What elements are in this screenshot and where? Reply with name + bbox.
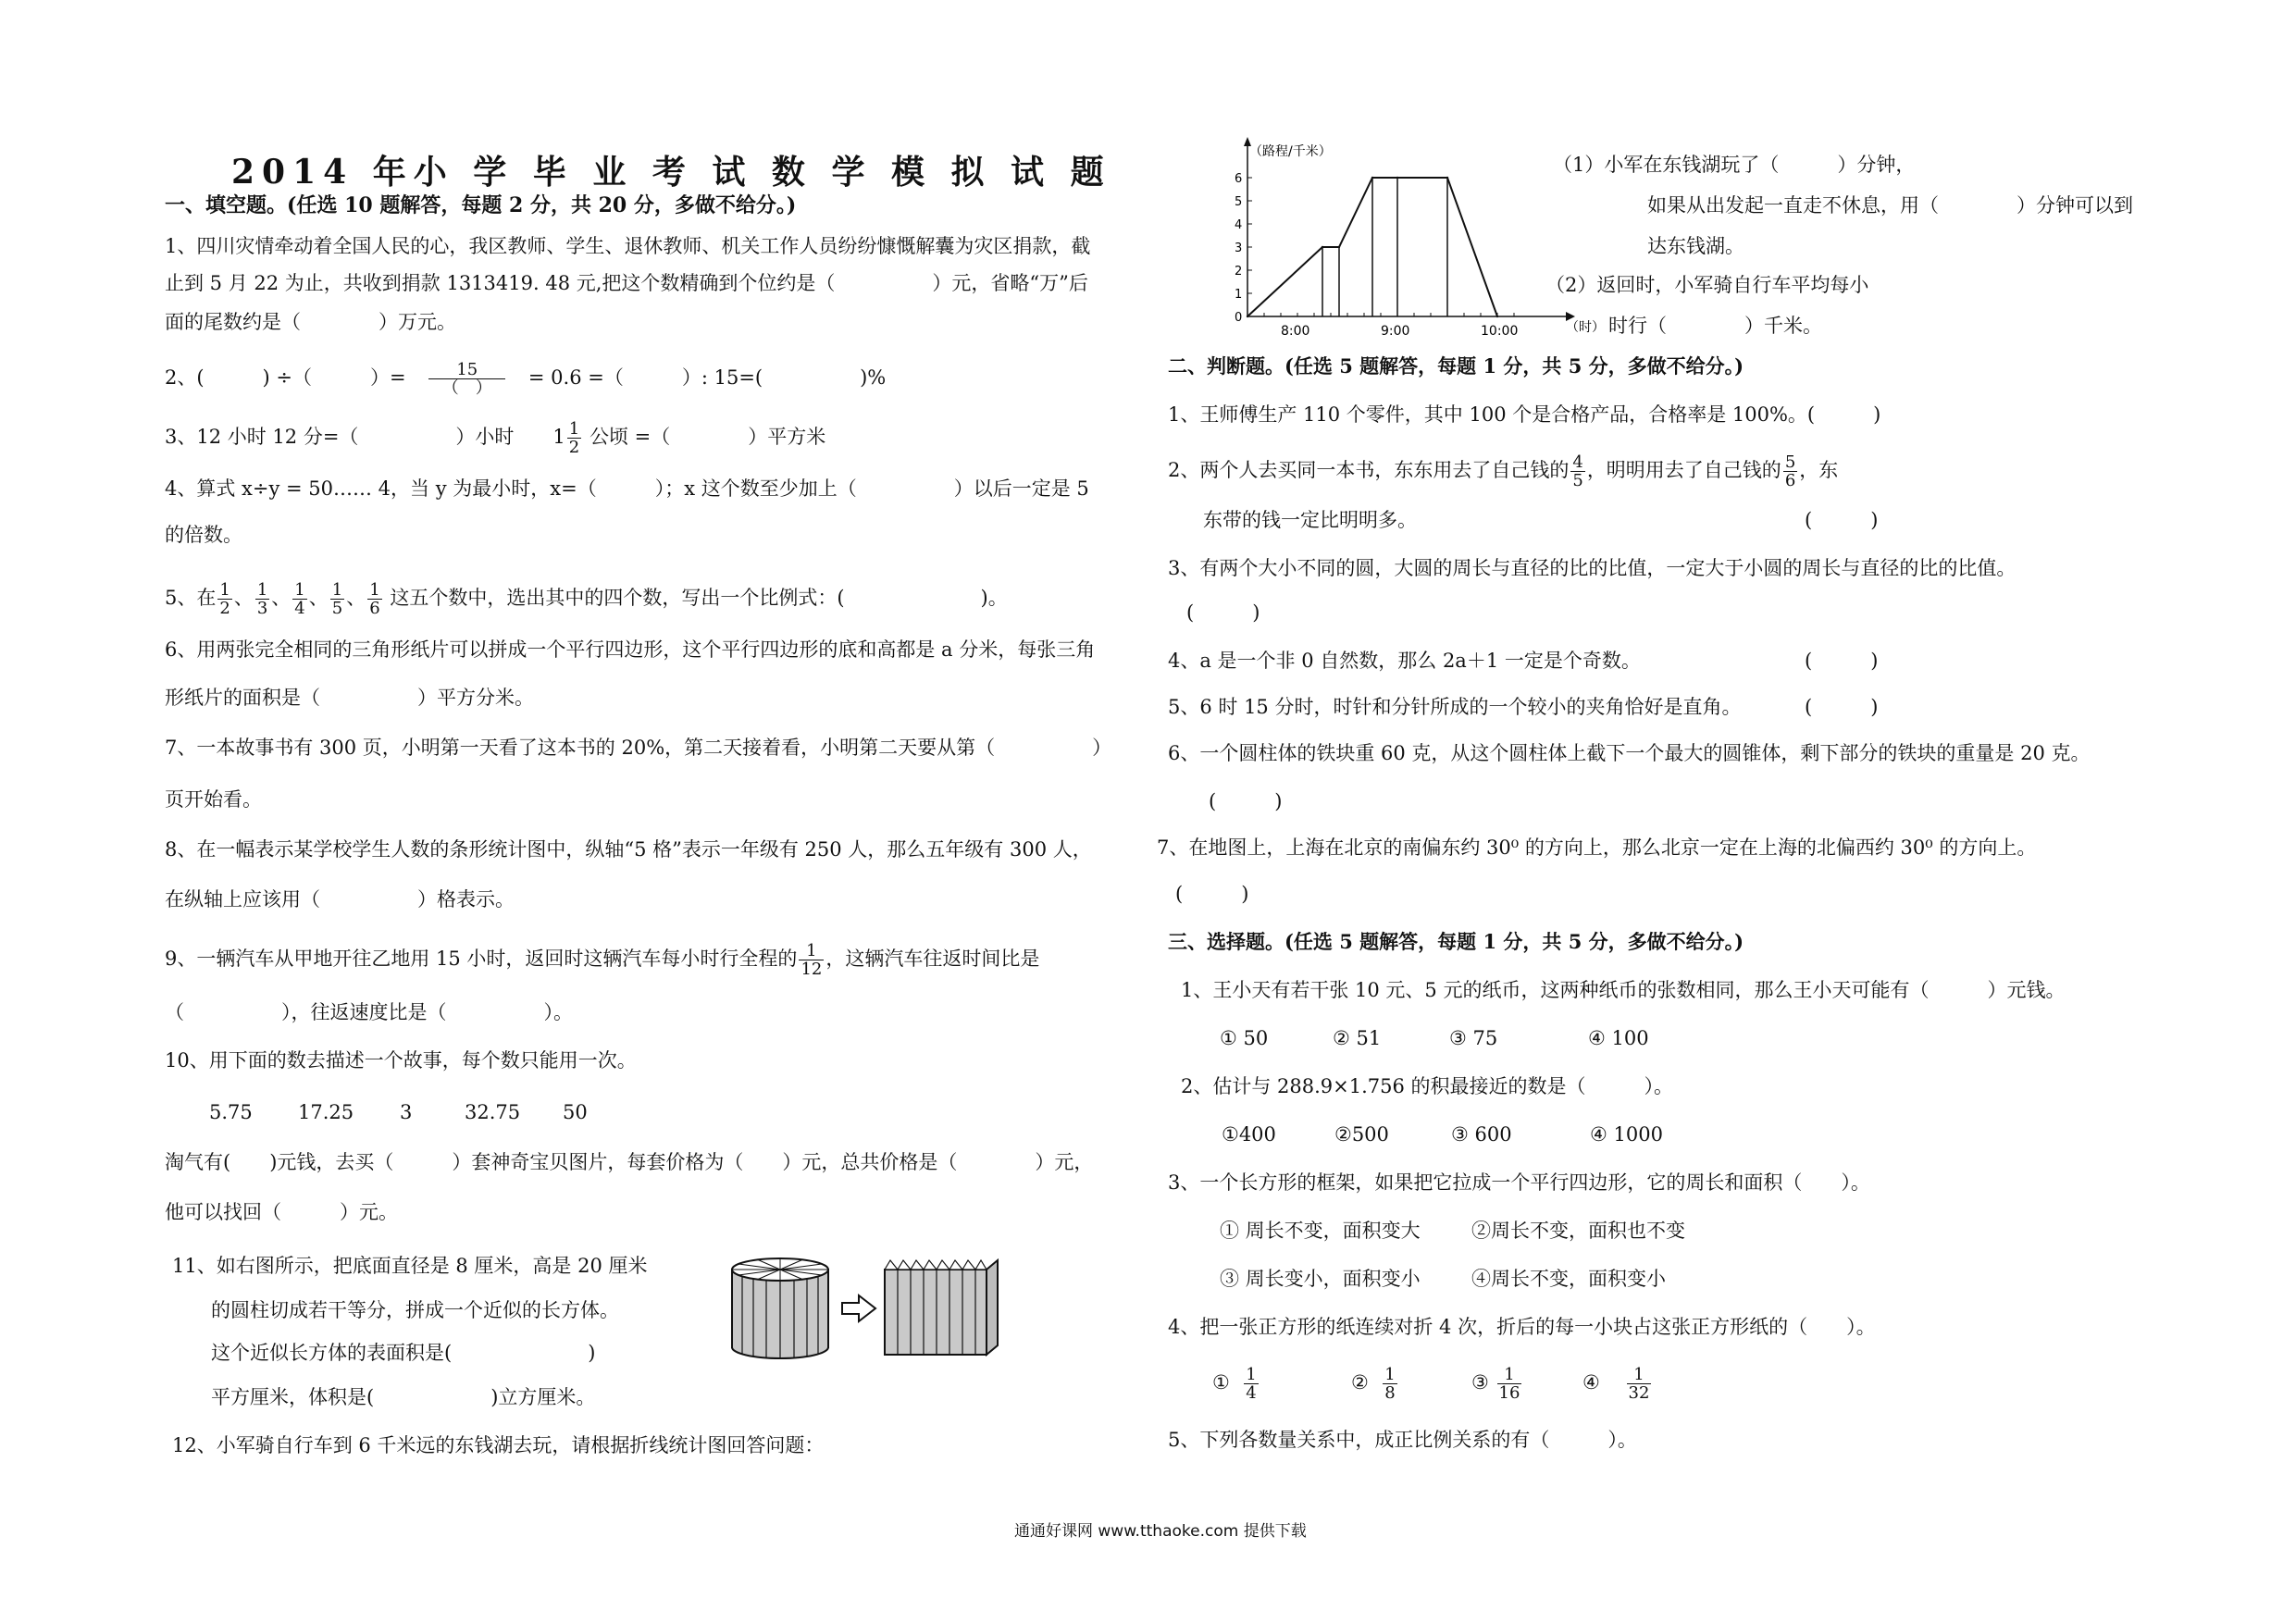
choice-q4-opt2-frac	[1383, 1366, 1396, 1402]
choice-q3: 3、一个长方形的框架，如果把它拉成一个平行四边形，它的周长和面积（ ）。	[1168, 1171, 1870, 1194]
chart-series	[1247, 177, 1498, 317]
choice-q4-opt3-frac	[1497, 1366, 1522, 1402]
chart-point	[1247, 316, 1248, 317]
cylinder-icon	[732, 1258, 828, 1358]
choice-q4-opt4-label: ④	[1582, 1371, 1600, 1394]
chart-point	[1338, 246, 1340, 248]
q9-line1	[165, 942, 1039, 978]
q10-num-4: 32.75	[465, 1101, 521, 1123]
choice-q4-options	[1212, 1366, 1653, 1402]
q5-line: 5、在 $\frac{1}{2}$ 、 $\frac{1}{3}$ 、 $\frac{1}{4}$ 、 $\frac{1}{5}$ 、 $\frac{1}{6}$ 这五个数中，选出其中的四个数，写出一个比例式：( )。	[165, 580, 1008, 618]
choice-q4-opt3-label: ③	[1471, 1371, 1489, 1394]
q5-frac4-n: 1	[331, 580, 343, 600]
q2-fraction	[428, 361, 505, 397]
choice-q1-options	[1220, 1025, 1649, 1051]
chart-y-tick-label: 0	[1235, 311, 1243, 325]
choice-q4-opt1-n: 1	[1246, 1365, 1257, 1384]
chart-point	[1371, 177, 1373, 179]
choice-q4-opt4-d: 32	[1628, 1383, 1650, 1403]
q1-line3: 面的尾数约是（ ）万元。	[165, 311, 456, 333]
judge-q2-part-c: ，东	[1799, 459, 1839, 481]
judge-q2-f1-n: 4	[1572, 452, 1583, 472]
q10-num-5: 50	[563, 1101, 588, 1123]
judge-q1: 1、王师傅生产 110 个零件，其中 100 个是合格产品，合格率是 100%。( )	[1168, 403, 1881, 426]
q10-numbers	[209, 1099, 588, 1125]
q2-part-b: = 0.6 =（ ）: 15=( )%	[527, 366, 887, 389]
page-footer: 通通好课网 www.tthaoke.com 提供下载	[1014, 1522, 1307, 1541]
q3-fraction	[567, 420, 581, 456]
chart-y-tick-label: 5	[1235, 195, 1243, 209]
choice-q4-opt1-frac	[1244, 1366, 1258, 1402]
choice-q4-opt-4	[1582, 1365, 1653, 1403]
judge-q5-paren: ( )	[1805, 696, 1879, 718]
choice-q2-opt-2: ②500	[1334, 1123, 1389, 1146]
q5-part-b: 这五个数中，选出其中的四个数，写出一个比例式：( )。	[390, 587, 1008, 609]
q5-fraction-2	[255, 581, 269, 617]
chart-point	[1322, 246, 1323, 248]
q10-num-1: 5.75	[209, 1101, 253, 1123]
cuboid-icon	[885, 1260, 998, 1355]
q12-part1-line2: 如果从出发起一直走不休息，用（ ）分钟可以到	[1647, 194, 2133, 217]
q10-line1: 10、用下面的数去描述一个故事，每个数只能用一次。	[165, 1049, 637, 1072]
q5-fraction-1	[217, 581, 231, 617]
q10-line3: 淘气有( )元钱，去买（ ）套神奇宝贝图片，每套价格为（ ）元，总共价格是（ ）元，	[165, 1151, 1094, 1173]
section2-heading: 二、判断题。(任选 5 题解答，每题 1 分，共 5 分，多做不给分。)	[1168, 354, 1744, 378]
judge-q2-paren: ( )	[1805, 509, 1879, 531]
q7-line2: 页开始看。	[165, 788, 262, 811]
chart-x-tick-label: 8:00	[1281, 324, 1310, 339]
judge-q2-part-a: 2、两个人去买同一本书，东东用去了自己钱的	[1168, 459, 1570, 481]
q3-frac-numerator: 1	[568, 419, 580, 439]
judge-q2-line1	[1168, 453, 1838, 489]
judge-q2-fraction-2	[1783, 453, 1797, 489]
judge-q7-line2: ( )	[1175, 883, 1249, 905]
judge-q6-line2: ( )	[1209, 790, 1283, 812]
q11-line1: 11、如右图所示，把底面直径是 8 厘米，高是 20 厘米	[172, 1255, 648, 1277]
chart-y-tick-label: 2	[1235, 265, 1243, 279]
choice-q2-opt-4: ④ 1000	[1590, 1123, 1663, 1146]
q5-frac5-d: 6	[369, 599, 380, 618]
distance-time-line-chart	[1222, 135, 1605, 339]
q8-line2: 在纵轴上应该用（ ）格表示。	[165, 888, 515, 911]
choice-q1-opt-4: ④ 100	[1588, 1027, 1649, 1049]
arrow-right-icon	[842, 1295, 875, 1321]
chart-x-tick-label: 10:00	[1481, 324, 1519, 339]
choice-q4-opt4-frac	[1627, 1366, 1652, 1402]
q5-fraction-5	[367, 581, 381, 617]
choice-q3-opt-3: ③ 周长变小，面积变小	[1220, 1268, 1421, 1290]
judge-q2-f2-d: 6	[1784, 471, 1796, 490]
choice-q4-opt3-n: 1	[1497, 1366, 1522, 1384]
chart-axes	[1235, 137, 1575, 339]
q10-num-2: 17.25	[298, 1101, 354, 1123]
choice-q4-opt4-n: 1	[1627, 1366, 1652, 1384]
q11-line3: 这个近似长方体的表面积是( )	[211, 1342, 596, 1364]
chart-point	[1446, 177, 1448, 179]
cylinder-to-cuboid-figure	[729, 1251, 1007, 1362]
choice-q1-opt-3: ③ 75	[1449, 1027, 1498, 1049]
q10-num-3: 3	[400, 1101, 413, 1123]
section1-heading: 一、填空题。(任选 10 题解答，每题 2 分，共 20 分，多做不给分。)	[165, 193, 797, 217]
q5-frac5-n: 1	[369, 580, 380, 600]
choice-q2-opt-1: ①400	[1222, 1123, 1276, 1146]
q6-line1: 6、用两张完全相同的三角形纸片可以拼成一个平行四边形，这个平行四边形的底和高都是 a 分米，每张三角	[165, 638, 1096, 661]
choice-q4-opt2-n: 1	[1384, 1365, 1396, 1384]
chart-ylabel: （路程/千米）	[1249, 144, 1332, 159]
q2-line	[165, 361, 886, 397]
q11-line2: 的圆柱切成若干等分，拼成一个近似的长方体。	[211, 1299, 619, 1321]
choice-q4-opt-3	[1471, 1366, 1582, 1402]
q12-part2-line1: （2）返回时，小军骑自行车平均每小	[1545, 274, 1869, 296]
choice-q3-opt-4: ④周长不变，面积变小	[1471, 1268, 1666, 1290]
judge-q3-line1: 3、有两个大小不同的圆，大圆的周长与直径的比的比值，一定大于小圆的周长与直径的比的比值。	[1168, 557, 2017, 579]
q5-frac1-d: 2	[219, 599, 230, 618]
q3-frac-denominator: 2	[568, 438, 580, 457]
q4-line1: 4、算式 x÷y = 50…… 4，当 y 为最小时，x=（ ）；x 这个数至少加上（ ）以后一定是 5	[165, 477, 1089, 500]
q5-frac4-d: 5	[331, 599, 343, 618]
q1-line2: 止到 5 月 22 为止，共收到捐款 1313419. 48 元,把这个数精确到个位约是（ ）元，省略“万”后	[165, 272, 1088, 294]
judge-q2-f2-n: 5	[1784, 452, 1796, 472]
q3-part-a: 3、12 小时 12 分=（ ）小时 1	[165, 426, 565, 448]
judge-q6-line1: 6、一个圆柱体的铁块重 60 克，从这个圆柱体上截下一个最大的圆锥体，剩下部分的铁块的重量是 20 克。	[1168, 742, 2091, 764]
choice-q1: 1、王小天有若干张 10 元、5 元的纸币，这两种纸币的张数相同，那么王小天可能有（ ）元钱。	[1181, 979, 2066, 1001]
chart-y-tick-label: 4	[1235, 218, 1243, 232]
choice-q2: 2、估计与 288.9×1.756 的积最接近的数是（ ）。	[1181, 1075, 1674, 1097]
q12-part1-line1: （1）小军在东钱湖玩了（ ）分钟，	[1553, 154, 1916, 176]
choice-q4-opt2-d: 8	[1384, 1383, 1396, 1403]
q11-line4: 平方厘米，体积是( )立方厘米。	[211, 1386, 596, 1408]
q12-line1: 12、小军骑自行车到 6 千米远的东钱湖去玩，请根据折线统计图回答问题：	[172, 1434, 825, 1456]
q1-line1: 1、四川灾情牵动着全国人民的心，我区教师、学生、退休教师、机关工作人员纷纷慷慨解囊为灾区捐款，截	[165, 235, 1091, 257]
q5-part-a: 5、在	[165, 587, 217, 609]
q8-line1: 8、在一幅表示某学校学生人数的条形统计图中，纵轴“5 格”表示一年级有 250 人，那么五年级有 300 人，	[165, 838, 1092, 861]
q9-part-b: ，这辆汽车往返时间比是	[825, 948, 1040, 970]
q12-part2-line2: 时行（ ）千米。	[1608, 315, 1822, 337]
q6-line2: 形纸片的面积是（ ）平方分米。	[165, 687, 534, 709]
choice-q1-opt-1: ① 50	[1220, 1027, 1269, 1049]
chart-y-tick-label: 6	[1235, 172, 1243, 186]
q9-frac-numerator: 1	[799, 942, 824, 960]
choice-q3-opt-2: ②周长不变，面积也不变	[1471, 1220, 1685, 1242]
q9-line2: （ ），往返速度比是（ ）。	[165, 1001, 573, 1023]
q9-frac-denominator: 12	[800, 960, 823, 979]
q5-frac3-n: 1	[294, 580, 305, 600]
choice-q4-opt-1	[1212, 1366, 1351, 1402]
choice-q4-opt-2	[1351, 1366, 1471, 1402]
judge-q2-part-b: ，明明用去了自己钱的	[1586, 459, 1781, 481]
chart-point	[1496, 316, 1498, 317]
q7-line1: 7、一本故事书有 300 页，小明第一天看了这本书的 20%，第二天接着看，小明第二天要从第（ ）	[165, 737, 1112, 759]
judge-q7-line1: 7、在地图上，上海在北京的南偏东约 30⁰ 的方向上，那么北京一定在上海的北偏西约 30⁰ 的方向上。	[1157, 836, 2037, 859]
choice-q2-opt-3: ③ 600	[1451, 1123, 1512, 1146]
judge-q2-fraction-1	[1570, 453, 1584, 489]
q2-part-a: 2、( ) ÷（ ）=	[165, 366, 406, 389]
q5-frac2-n: 1	[256, 580, 268, 600]
section3-heading: 三、选择题。(任选 5 题解答，每题 1 分，共 5 分，多做不给分。)	[1168, 930, 1744, 953]
chart-xlabel: （时）	[1566, 320, 1605, 335]
judge-q2-f1-d: 5	[1572, 471, 1583, 490]
chart-point	[1396, 177, 1398, 179]
choice-q1-opt-2: ② 51	[1333, 1027, 1382, 1049]
judge-q2-line2: 东带的钱一定比明明多。	[1203, 509, 1417, 531]
q12-part1-line3: 达东钱湖。	[1647, 235, 1744, 257]
q5-frac1-n: 1	[219, 580, 230, 600]
q5-frac3-d: 4	[294, 599, 305, 618]
page-title: 2014 年小 学 毕 业 考 试 数 学 模 拟 试 题	[231, 153, 1111, 192]
choice-q2-options	[1222, 1121, 1663, 1147]
chart-x-tick-label: 9:00	[1381, 324, 1410, 339]
q5-fraction-4	[330, 581, 344, 617]
choice-q4-opt2-label: ②	[1351, 1371, 1369, 1394]
choice-q3-opt-1: ① 周长不变，面积变大	[1220, 1220, 1421, 1242]
choice-q4: 4、把一张正方形的纸连续对折 4 次，折后的每一小块占这张正方形纸的（ ）。	[1168, 1316, 1876, 1338]
choice-q4-opt3-d: 16	[1498, 1383, 1520, 1403]
q2-frac-denominator: （ ）	[441, 378, 492, 398]
judge-q4: 4、a 是一个非 0 自然数，那么 2a＋1 一定是个奇数。	[1168, 650, 1641, 672]
chart-y-tick-label: 3	[1235, 242, 1243, 255]
choice-q5: 5、下列各数量关系中，成正比例关系的有（ ）。	[1168, 1429, 1637, 1451]
q3-line	[165, 420, 825, 456]
q5-fraction-3	[292, 581, 306, 617]
q9-fraction	[799, 942, 824, 978]
judge-q5: 5、6 时 15 分时，时针和分针所成的一个较小的夹角恰好是直角。	[1168, 696, 1742, 718]
judge-q3-line2: ( )	[1186, 601, 1260, 624]
choice-q4-opt1-d: 4	[1246, 1383, 1257, 1403]
q2-frac-numerator: 15	[428, 361, 505, 379]
q10-line4: 他可以找回（ ）元。	[165, 1201, 398, 1223]
q4-line2: 的倍数。	[165, 524, 242, 546]
chart-y-tick-label: 1	[1235, 288, 1243, 302]
q9-part-a: 9、一辆汽车从甲地开往乙地用 15 小时，返回时这辆汽车每小时行全程的	[165, 948, 798, 970]
q5-frac2-d: 3	[256, 599, 268, 618]
q3-part-b: 公顷 =（ ）平方米	[589, 426, 826, 448]
judge-q4-paren: ( )	[1805, 650, 1879, 672]
choice-q4-opt1-label: ①	[1212, 1371, 1230, 1394]
